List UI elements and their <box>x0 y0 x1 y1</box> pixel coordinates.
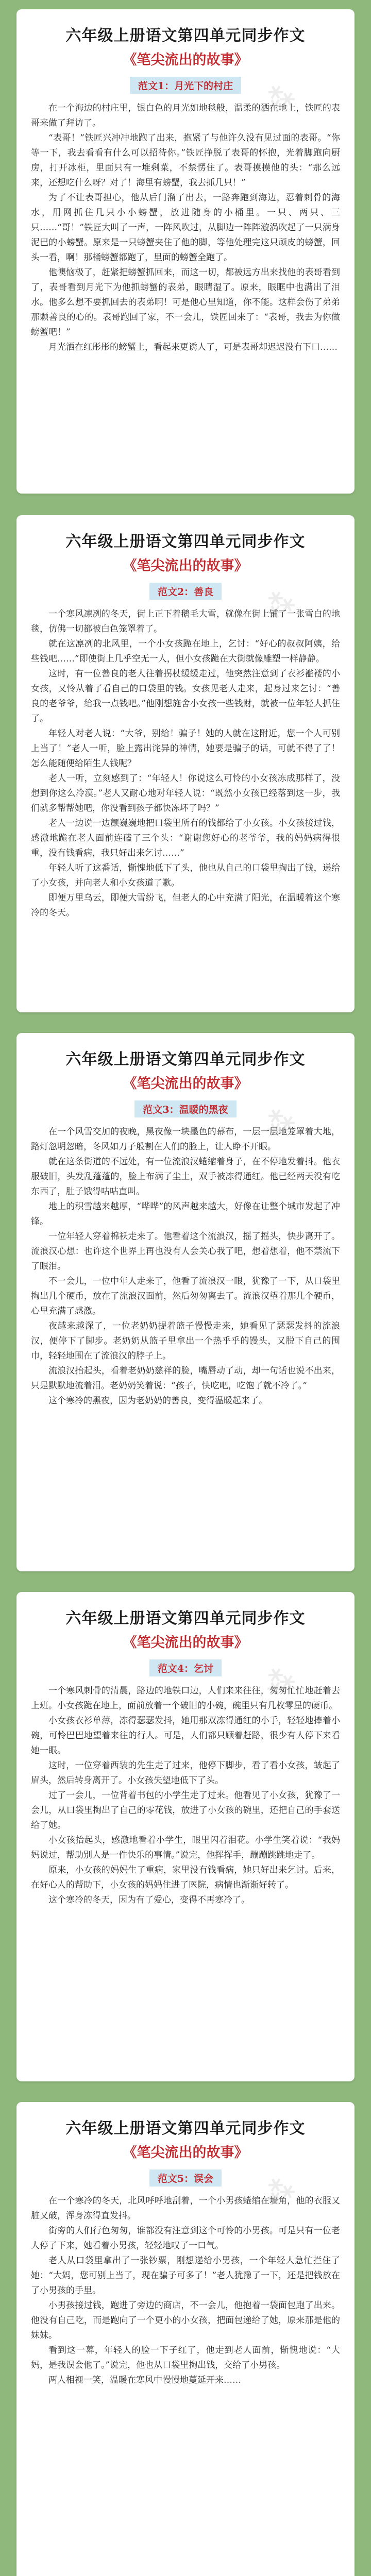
essay-card-1 <box>16 9 355 494</box>
paragraph: 就在这条街道的不远处，有一位流浪汉蜷缩着身子，在不停地发着抖。他衣服破旧，头发乱蓬蓬的，脸上布满了尘土，双手被冻得通红。他已经两天没有吃东西了，肚子饿得咕咕直叫。 <box>31 1157 340 1197</box>
card-title: 六年级上册语文第四单元同步作文 <box>65 533 306 551</box>
watermark: ⁂ <box>258 75 304 121</box>
essay-label: 范文4：乞讨 <box>149 1659 222 1676</box>
card-title: 六年级上册语文第四单元同步作文 <box>65 2120 306 2138</box>
watermark: ⁂ <box>258 581 304 627</box>
essay-label: 范文2：善良 <box>149 583 222 600</box>
paragraph: 流浪汉抬起头，看着老奶奶慈祥的脸，嘴唇动了动，却一句话也说不出来，只是默默地流着泪。老奶奶笑着说：“孩子，快吃吧，吃饱了就不冷了。” <box>31 1366 340 1391</box>
card-subtitle: 《笔尖流出的故事》 <box>123 1635 248 1651</box>
paragraph: 不一会儿，一位中年人走来了，他看了流浪汉一眼，犹豫了一下，从口袋里掏出几个硬币，放在了流浪汉面前，然后匆匆离去了。流浪汉望着那几个硬币，心里充满了感激。 <box>31 1276 340 1316</box>
card-subtitle: 《笔尖流出的故事》 <box>123 1076 248 1092</box>
card-subtitle: 《笔尖流出的故事》 <box>123 52 248 68</box>
paragraph: 夜越来越深了，一位老奶奶提着篮子慢慢走来，她看见了瑟瑟发抖的流浪汉，便停下了脚步。老奶奶从篮子里拿出一个热乎乎的馒头，又脱下自己的围巾，轻轻地围在了流浪汉的脖子上。 <box>31 1321 340 1361</box>
paragraph: 街旁的人们行色匆匆，谁都没有注意到这个可怜的小男孩。可是只有一位老人停了下来，她看着小男孩，轻轻地叹了一口气。 <box>31 2226 340 2251</box>
card-subtitle: 《笔尖流出的故事》 <box>123 2145 248 2161</box>
paragraph: 看到这一幕，年轻人的脸一下子红了，他走到老人面前，惭愧地说：“大妈，是我误会他了。”说完，他也从口袋里掏出钱，交给了小男孩。 <box>31 2345 340 2370</box>
paragraph: 这时，一位穿着西装的先生走了过来，他停下脚步，看了看小女孩，皱起了眉头，然后转身离开了。小女孩失望地低下了头。 <box>31 1760 340 1786</box>
paragraph: 就在这凛冽的北风里，一个小女孩跪在地上，乞讨：“好心的叔叔阿姨，给些钱吧……”即使街上几乎空无一人，但小女孩跪在大街就像雕塑一样静静。 <box>31 639 340 664</box>
paragraph: 在一个寒冷的冬天，北风呼呼地刮着，一个小男孩蜷缩在墙角，他的衣服又脏又破，浑身冻得直发抖。 <box>31 2196 340 2221</box>
paragraph: 在一个风雪交加的夜晚，黑夜像一块墨色的幕布，一层一层地笼罩着大地，路灯忽明忽暗，冬风如刀子般割在人们的脸上，让人睁不开眼。 <box>31 1127 340 1152</box>
watermark: ⁂ <box>258 1099 304 1145</box>
watermark: ⁂ <box>258 2168 304 2214</box>
essay-label: 范文1：月光下的村庄 <box>130 77 241 94</box>
paragraph: 这时，有一位善良的老人往着拐杖缓缓走过，他突然注意到了衣衫褴褛的小女孩，又怜从着了看自己的口袋里的钱。女孩见老人走来，起身过来乞讨：“善良的老爷爷，给我一点钱吧。”他刚想施舍小女孩一些钱财，就被一位年轻人抓住了。 <box>31 669 340 724</box>
essay-label: 范文3：温暖的黑夜 <box>134 1100 236 1117</box>
essay-label-wrap <box>31 1100 340 1117</box>
paragraph: 年轻人对老人说：“大爷，别给！骗子！她的人就在这附近，您一个人可别上当了！”老人一听，脸上露出诧异的神情，她要是骗子的话，可就不得了了！怎么能随便给陌生人钱呢？ <box>31 728 340 769</box>
essay-card-3 <box>16 1033 355 1571</box>
paragraph: 原来，小女孩的妈妈生了重病，家里没有钱看病，她只好出来乞讨。后来，在好心人的帮助下，小女孩的妈妈住进了医院，病情也渐渐好转了。 <box>31 1865 340 1890</box>
essay-label-wrap <box>31 2170 340 2187</box>
paragraph: 年轻人听了这番话，惭愧地低下了头，他也从自己的口袋里掏出了钱，递给了小女孩，并向老人和小女孩道了歉。 <box>31 863 340 888</box>
paragraph: 在一个海边的村庄里，银白色的月光如地毯般，温柔的洒在地上，铁匠的表哥来做了拜访了。 <box>31 103 340 128</box>
paragraph: 即便万里乌云，即便大雪纷飞，但老人的心中充满了阳光，在温暖着这个寒冷的冬天。 <box>31 893 340 918</box>
card-title: 六年级上册语文第四单元同步作文 <box>65 27 306 45</box>
paragraph: 为了不让表哥担心，他从后门溜了出去，一路奔跑到海边，忍着刺骨的海水，用网抓住几只小小螃蟹，放进随身的小桶里。一只、两只、三只……“哥！”铁匠大叫了一声，一阵风吹过，从脚边一阵阵漩涡吹起了一只满身泥巴的小螃蟹。原来是一只螃蟹夹住了他的脚，等他处理完这只顽皮的螃蟹，回头一看，啊！那桶螃蟹都跑了，里面的螃蟹全跑了。 <box>31 193 340 263</box>
paragraph: 一个寒风刺骨的清晨，路边的地铁口边，人们来来往往，匆匆忙忙地赶着去上班。小女孩跪在地上，面前放着一个破旧的小碗，碗里只有几枚零星的硬币。 <box>31 1686 340 1711</box>
paragraph: 这个寒冷的冬天，因为有了爱心，变得不再寒冷了。 <box>48 1895 250 1905</box>
paragraph: 老人一边说一边颤巍巍地把口袋里所有的钱都给了小女孩。小女孩接过钱，感激地跪在老人面前连磕了三个头：“谢谢您好心的老爷爷，我的妈妈病得很重，没有钱看病，我只好出来乞讨……” <box>31 818 340 858</box>
paragraph: 老人一听，立刻感到了：“年轻人！你说这么可怜的小女孩冻成那样了，没想到你这么冷漠。”老人又耐心地对年轻人说：“既然小女孩已经落到这一步，我们就多帮帮她吧，你没看到孩子都快冻坏了吗？” <box>31 773 340 814</box>
paragraph: 老人从口袋里拿出了一张钞票，刚想递给小男孩，一个年轻人急忙拦住了她：“大妈，您可别上当了，现在骗子可多了！”老人犹豫了一下，还是把钱放在了小男孩的手里。 <box>31 2256 340 2296</box>
paragraph: 小男孩接过钱，跑进了旁边的商店，不一会儿，他抱着一袋面包跑了出来。他没有自己吃，而是跑向了一个更小的小女孩，把面包递给了她，原来那是他的妹妹。 <box>31 2300 340 2341</box>
watermark: ⁂ <box>258 1658 304 1704</box>
paragraph: 这个寒冷的黑夜，因为老奶奶的善良，变得温暖起来了。 <box>48 1396 267 1406</box>
paragraph: 小女孩衣衫单薄，冻得瑟瑟发抖，她用那双冻得通红的小手，轻轻地捧着小碗，可怜巴巴地望着来往的行人。可是，人们都只顾着赶路，很少有人停下来看她一眼。 <box>31 1716 340 1756</box>
paragraph: 他懊恼极了，赶紧把螃蟹抓回来，而这一切，都被远方出来找他的表哥看到了，表哥看到月光下为他抓螃蟹的表弟，眼睛湿了。原来，眼眶中也满出了泪水。他多么想不要抓回去的表弟啊！可是他心里知道，你不能。这样会伤了弟弟那颗善良的心的。表哥跑回了家，不一会儿，铁匠回来了：“表哥，我去为你做螃蟹吧！” <box>31 267 340 337</box>
paragraph: 月光洒在红彤彤的螃蟹上，看起来更诱人了，可是表哥却迟迟没有下口…… <box>48 342 338 352</box>
paragraph: 一位年轻人穿着棉袄走来了。他看着这个流浪汉，摇了摇头，快步离开了。流浪汉心想：也许这个世界上再也没有人会关心我了吧，想着想着，他不禁流下了眼泪。 <box>31 1231 340 1272</box>
essay-card-5 <box>16 2102 355 2576</box>
essay-label-wrap <box>31 583 340 600</box>
essay-label-wrap <box>31 77 340 94</box>
paragraph: 地上的积雪越来越厚，“哗哗”的风声越来越大，好像在让整个城市发起了冲锋。 <box>31 1201 340 1227</box>
card-title: 六年级上册语文第四单元同步作文 <box>65 1050 306 1069</box>
card-title: 六年级上册语文第四单元同步作文 <box>65 1609 306 1628</box>
paragraph: 小女孩抬起头，感激地看着小学生，眼里闪着泪花。小学生笑着说：“我妈妈说过，帮助别人是一件快乐的事情。”说完，他挥挥手，蹦蹦跳跳地走了。 <box>31 1835 340 1860</box>
paragraph: 过了一会儿，一位背着书包的小学生走了过来。他看见了小女孩，犹豫了一会儿，从口袋里掏出了自己的零花钱，放进了小女孩的碗里，还把自己的手套送给了她。 <box>31 1790 340 1831</box>
paragraph: 两人相视一笑，温暖在寒风中慢慢地蔓延开来…… <box>48 2375 241 2385</box>
paragraph: “表哥！”铁匠兴冲冲地跑了出来，抱紧了与他许久没有见过面的表哥。“你等一下，我去看看有什么可以招待你。”铁匠挣脱了表哥的怀抱，光着脚跑向厨房，打开冰柜，里面只有一堆剩菜，不禁愣住了。表哥摸摸他的头：“那么远来，还想吃什么呀？对了！海里有螃蟹，我去抓几只！” <box>31 133 340 188</box>
paragraph: 一个寒风凛冽的冬天，街上正下着鹅毛大雪，就像在街上铺了一张雪白的地毯，仿佛一切都被白色笼罩着了。 <box>31 609 340 634</box>
essay-card-2 <box>16 515 355 1012</box>
card-subtitle: 《笔尖流出的故事》 <box>123 558 248 574</box>
essay-label: 范文5：误会 <box>149 2170 222 2187</box>
essay-card-4 <box>16 1592 355 2081</box>
essay-label-wrap <box>31 1659 340 1676</box>
